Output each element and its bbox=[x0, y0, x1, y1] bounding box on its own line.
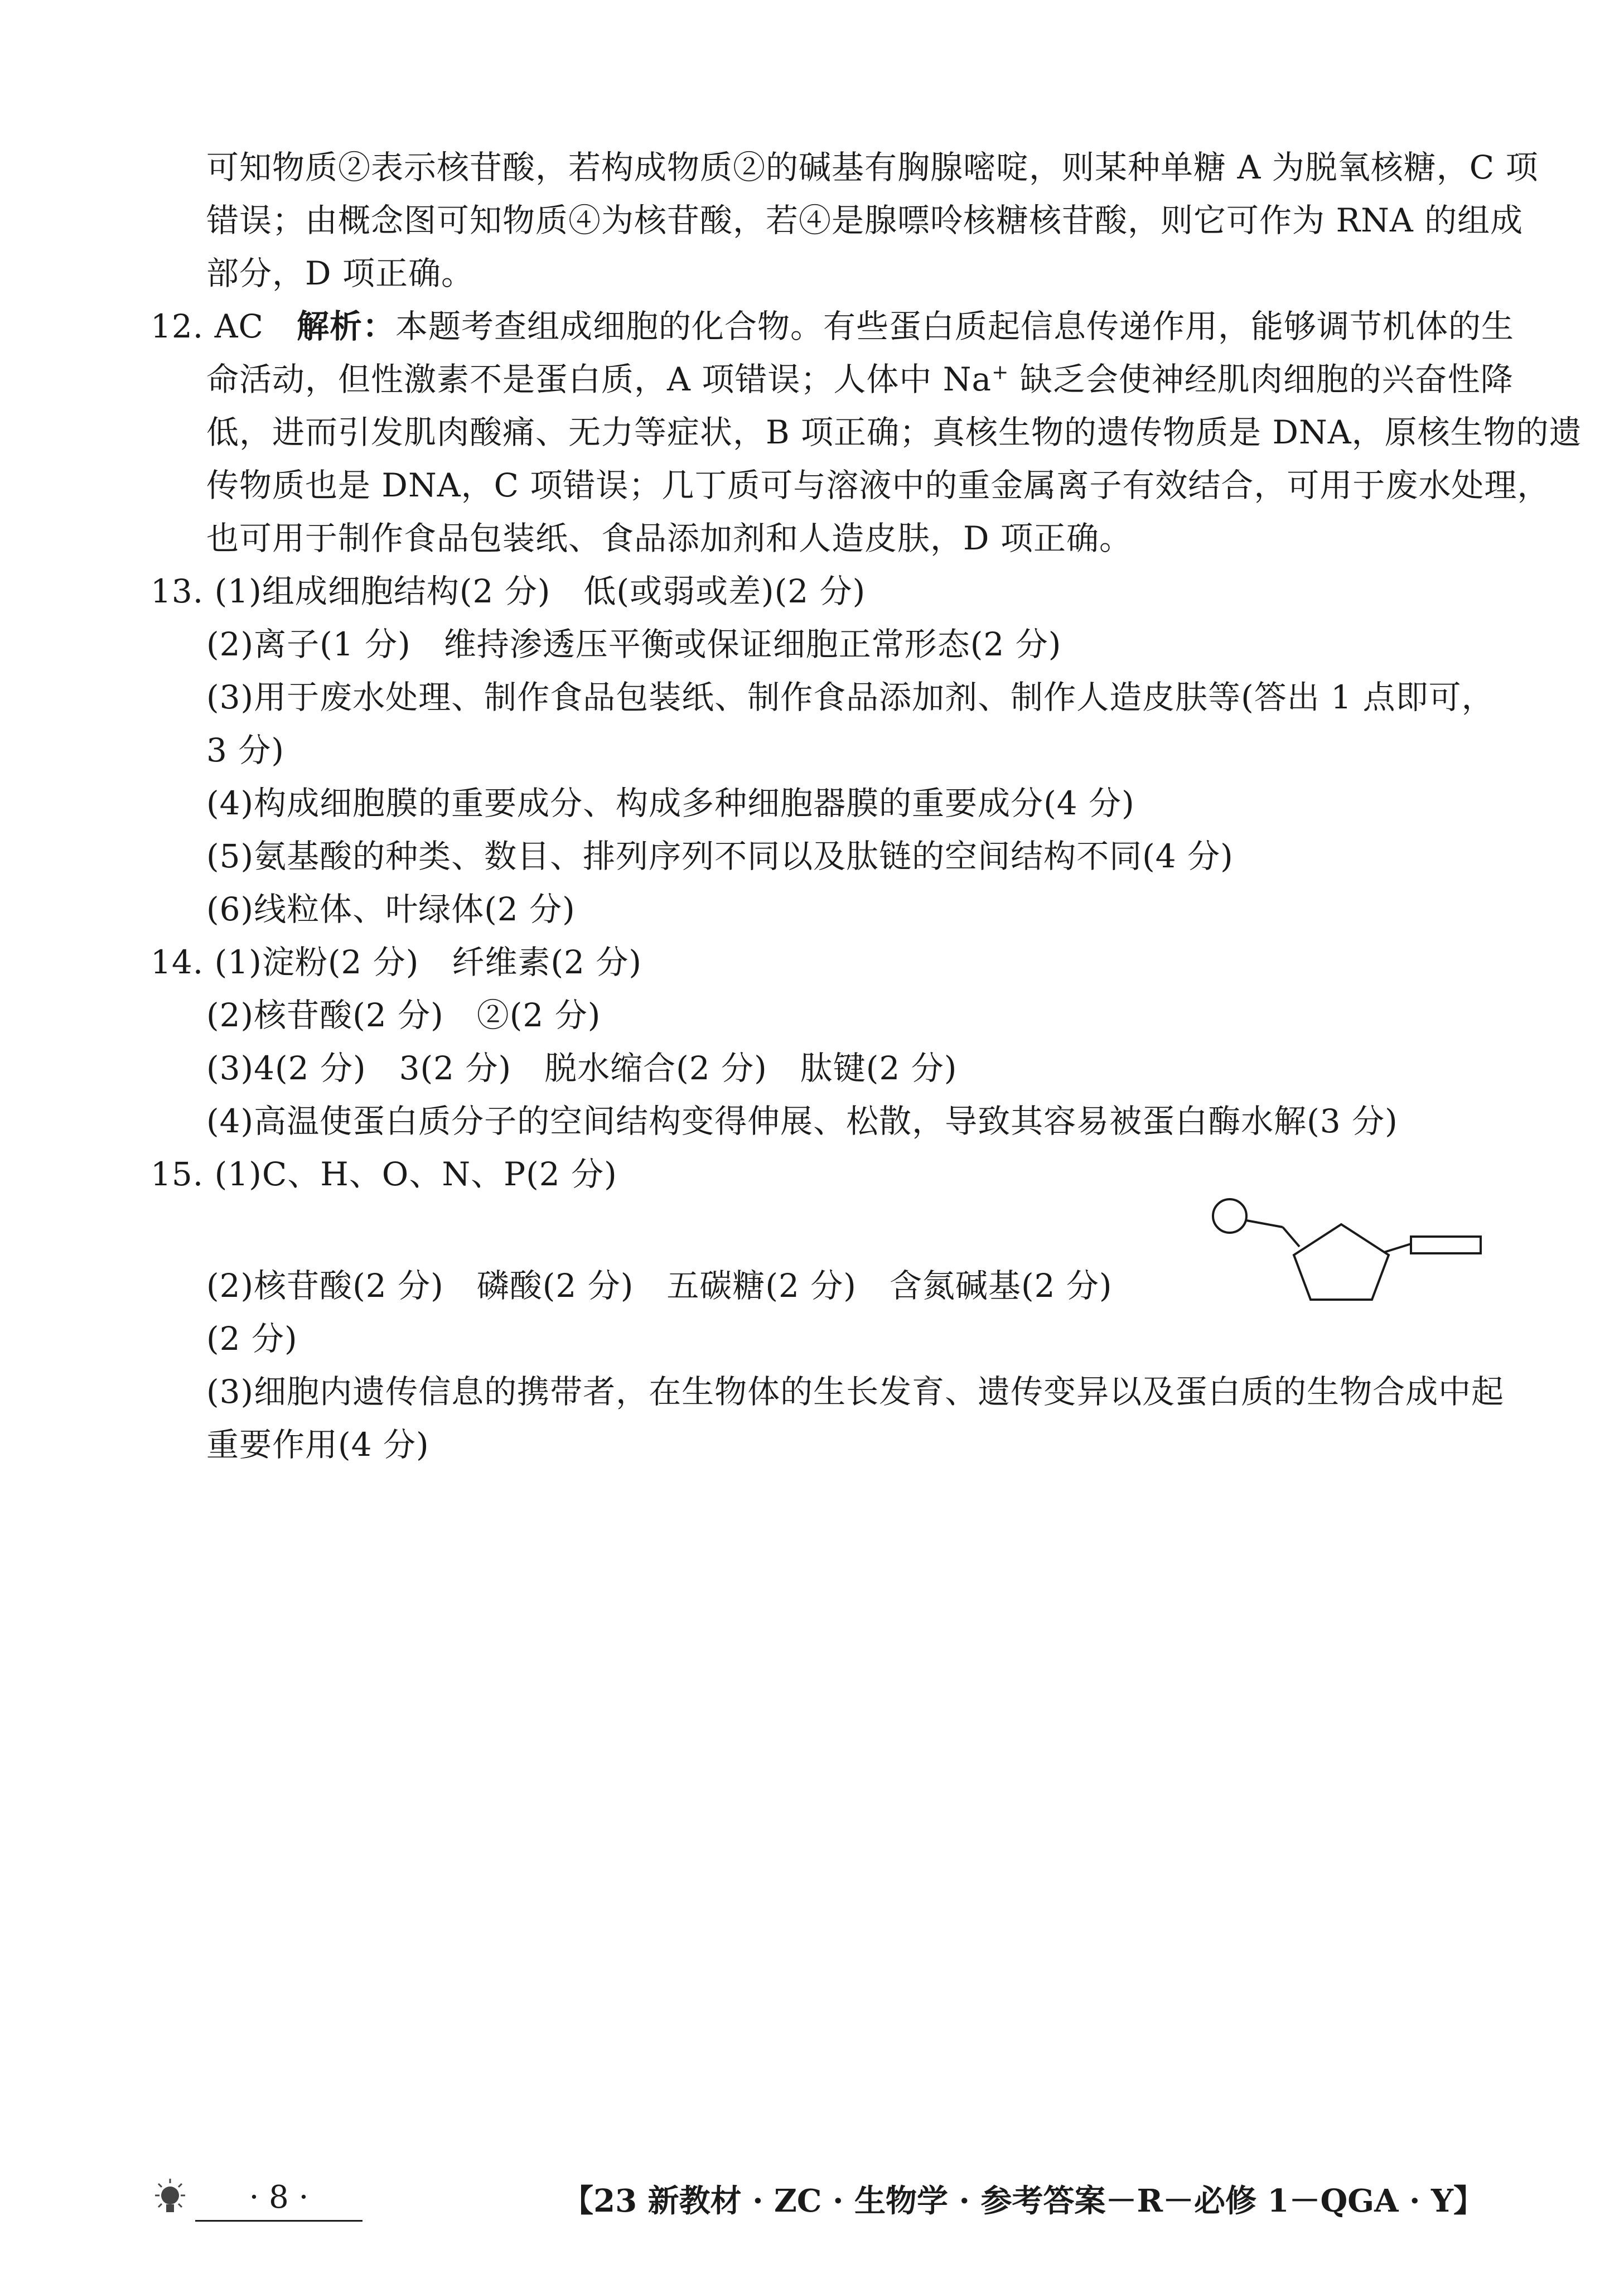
analysis-label: 解析： bbox=[296, 307, 395, 345]
base-rectangle bbox=[1411, 1237, 1481, 1253]
phosphate-bond-line bbox=[1246, 1220, 1283, 1227]
pentose-pentagon bbox=[1294, 1224, 1389, 1300]
footer-left bbox=[151, 2175, 374, 2226]
text-line: 低，进而引发肌肉酸痛、无力等症状，B 项正确；真核生物的遗传物质是 DNA，原核生物的遗 bbox=[206, 413, 1582, 451]
superscript-plus: + bbox=[992, 361, 1009, 384]
text-line: 可知物质②表示核苷酸，若构成物质②的碱基有胸腺嘧啶，则某种单糖 A 为脱氧核糖，C 项 bbox=[206, 148, 1539, 186]
phosphate-circle bbox=[1213, 1199, 1246, 1233]
text-line: 3 分) bbox=[206, 731, 284, 769]
text-line: 也可用于制作食品包装纸、食品添加剂和人造皮肤，D 项正确。 bbox=[206, 519, 1132, 557]
text-line: (2)核苷酸(2 分) ②(2 分) bbox=[206, 996, 601, 1034]
text-segment: 缺乏会使神经肌肉细胞的兴奋性降 bbox=[1009, 360, 1514, 398]
text-line: (3)用于废水处理、制作食品包装纸、制作食品添加剂、制作人造皮肤等(答出 1 点即可， bbox=[206, 678, 1495, 716]
text-line: 部分，D 项正确。 bbox=[206, 254, 474, 292]
question-13-line: 13. (1)组成细胞结构(2 分) 低(或弱或差)(2 分) bbox=[151, 572, 866, 610]
nucleotide-structure-diagram bbox=[1205, 1194, 1495, 1311]
text-line: 重要作用(4 分) bbox=[206, 1426, 429, 1464]
text-line: (5)氨基酸的种类、数目、排列序列不同以及肽链的空间结构不同(4 分) bbox=[206, 837, 1234, 875]
text-line: 错误；由概念图可知物质④为核苷酸，若④是腺嘌呤核糖核苷酸，则它可作为 RNA 的组成 bbox=[206, 201, 1524, 239]
base-bond-line bbox=[1384, 1244, 1411, 1252]
text-line: (3)细胞内遗传信息的携带者，在生物体的生长发育、遗传变异以及蛋白质的生物合成中起 bbox=[206, 1373, 1505, 1411]
page-number: · 8 · bbox=[195, 2175, 362, 2222]
text-segment: 命活动，但性激素不是蛋白质，A 项错误；人体中 Na bbox=[206, 360, 992, 398]
lightbulb-logo-icon bbox=[151, 2176, 190, 2221]
sugar-link-line bbox=[1283, 1227, 1299, 1247]
text-line: (6)线粒体、叶绿体(2 分) bbox=[206, 890, 576, 928]
text-line: (4)构成细胞膜的重要成分、构成多种细胞器膜的重要成分(4 分) bbox=[206, 784, 1135, 822]
text-line: 传物质也是 DNA，C 项错误；几丁质可与溶液中的重金属离子有效结合，可用于废水处理， bbox=[206, 466, 1550, 504]
text-line bbox=[206, 360, 1514, 399]
text-line: (2)离子(1 分) 维持渗透压平衡或保证细胞正常形态(2 分) bbox=[206, 625, 1062, 663]
question-15-line: 15. (1)C、H、O、N、P(2 分) bbox=[151, 1155, 617, 1193]
text-line: (2)核苷酸(2 分) 磷酸(2 分) 五碳糖(2 分) 含氮碱基(2 分) bbox=[206, 1267, 1113, 1305]
text-line: (3)4(2 分) 3(2 分) 脱水缩合(2 分) 肽键(2 分) bbox=[206, 1049, 958, 1087]
question-12-answer: 12. AC bbox=[151, 307, 297, 345]
question-12-line bbox=[151, 307, 1514, 346]
question-14-line: 14. (1)淀粉(2 分) 纤维素(2 分) bbox=[151, 943, 642, 981]
text-line: (2 分) bbox=[206, 1320, 298, 1358]
analysis-text: 本题考查组成细胞的化合物。有些蛋白质起信息传递作用，能够调节机体的生 bbox=[395, 307, 1514, 345]
footer-series-label: 【23 新教材 · ZC · 生物学 · 参考答案－R－必修 1－QGA · Y】 bbox=[562, 2183, 1485, 2219]
text-line: (4)高温使蛋白质分子的空间结构变得伸展、松散，导致其容易被蛋白酶水解(3 分) bbox=[206, 1102, 1398, 1140]
